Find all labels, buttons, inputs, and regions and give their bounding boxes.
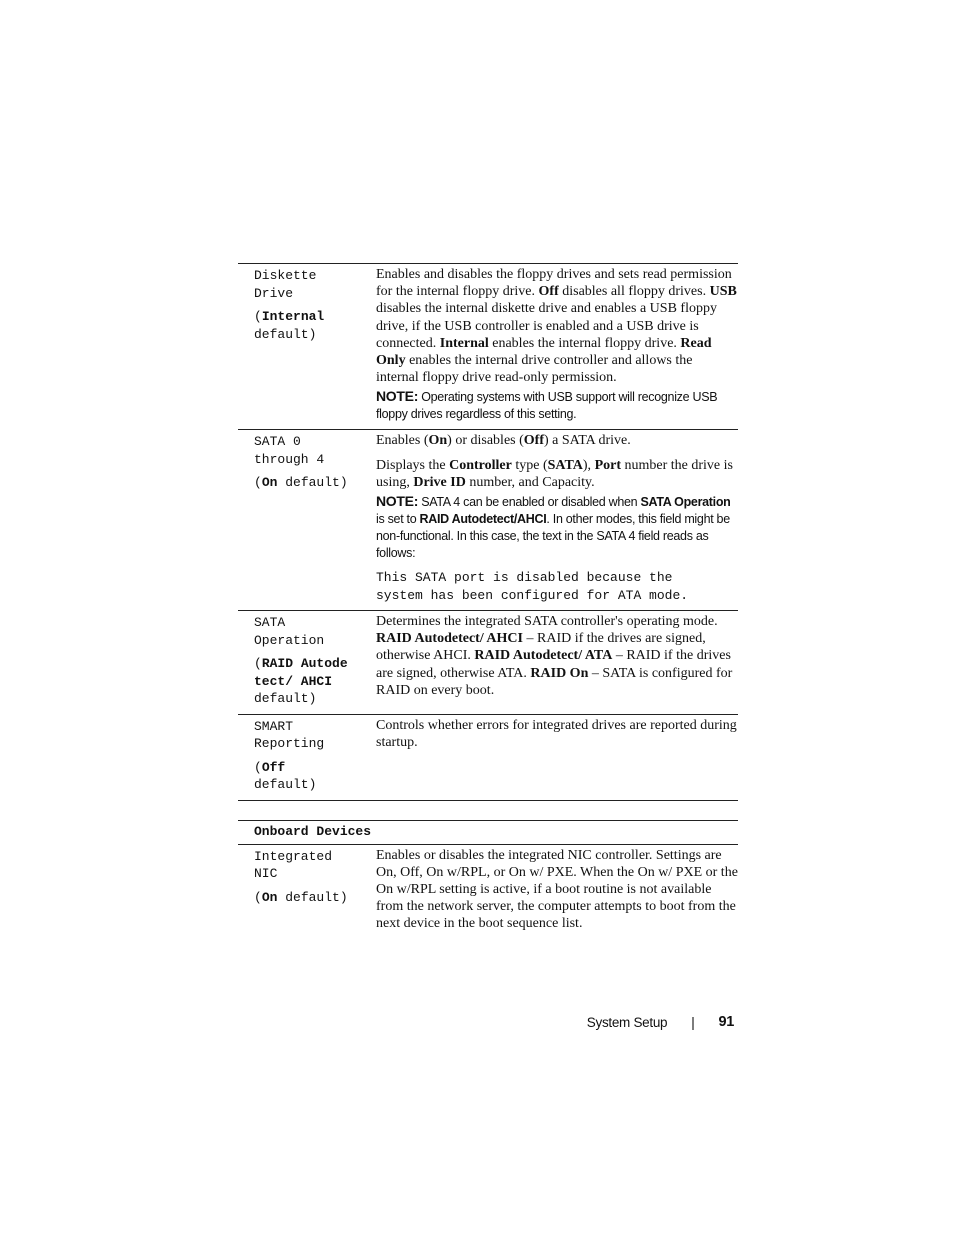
footer-separator: | bbox=[691, 1014, 695, 1030]
bios-settings-table bbox=[238, 263, 738, 801]
setting-default: (On default) bbox=[254, 889, 348, 905]
setting-description-cell bbox=[360, 264, 738, 429]
table-row bbox=[238, 263, 738, 430]
setting-name-cell bbox=[238, 430, 360, 610]
page-footer bbox=[587, 1014, 734, 1030]
setting-default: (On default) bbox=[254, 475, 348, 491]
setting-description: Displays the Controller type (SATA), Port number the drive is using, Drive ID number, and Capacity. bbox=[376, 457, 733, 490]
setting-name-cell bbox=[238, 611, 360, 714]
code-sample: This SATA port is disabled because the system has been configured for ATA mode. bbox=[376, 570, 689, 603]
setting-default: (RAID Autode tect/ AHCI default) bbox=[254, 656, 348, 707]
setting-default: (Off default) bbox=[254, 759, 317, 793]
note: NOTE: Operating systems with USB support will recognize USB floppy drives regardless of this setting. bbox=[376, 388, 718, 422]
setting-description-cell bbox=[360, 715, 738, 800]
table-row bbox=[238, 611, 738, 715]
setting-description: Enables or disables the integrated NIC controller. Settings are On, Off, On w/RPL, or On w/ PXE. When the On w/ PXE or the On w/RPL setting is active, if a boot routine is not available from the network server, the computer attempts to boot from the next device in the boot sequence list. bbox=[376, 847, 738, 932]
setting-description: Determines the integrated SATA controller's operating mode. RAID Autodetect/ AHCI – RAID if the drives are signed, otherwise AHCI. RAID Autodetect/ ATA – RAID if the drives are signed, otherwise ATA. RAID On – SATA is configured for RAID on every boot. bbox=[376, 614, 733, 698]
setting-name-cell bbox=[238, 715, 360, 800]
setting-name: SATA Operation bbox=[254, 615, 325, 648]
setting-default: (Internal default) bbox=[254, 309, 325, 342]
setting-name: SATA 0 through 4 bbox=[254, 434, 325, 467]
setting-description: Controls whether errors for integrated drives are reported during startup. bbox=[376, 717, 737, 750]
setting-name-cell bbox=[238, 845, 360, 939]
setting-name: Diskette Drive bbox=[254, 268, 317, 301]
table-row bbox=[238, 715, 738, 801]
onboard-devices-table bbox=[238, 820, 738, 939]
page-number: 91 bbox=[718, 1014, 734, 1030]
setting-description-cell bbox=[360, 611, 738, 714]
setting-name: SMART Reporting bbox=[254, 718, 325, 752]
setting-description-cell bbox=[360, 430, 738, 610]
setting-description: Enables and disables the floppy drives and sets read permission for the internal floppy drive. Off disables all floppy drives. USB disables the internal diskette drive and enables a USB floppy drive, if the USB controller is enabled and a USB drive is connected. Internal enables the internal floppy drive. Read Only enables the internal drive controller and allows the internal floppy drive read-only permission. bbox=[376, 267, 737, 386]
table-row bbox=[238, 845, 738, 939]
note: NOTE: SATA 4 can be enabled or disabled when SATA Operation is set to RAID Autodetect/AHCI. In other modes, this field might be non-functional. In this case, the text in the SATA 4 field reads as follows: bbox=[376, 493, 731, 561]
table-row bbox=[238, 430, 738, 611]
setting-name-cell bbox=[238, 264, 360, 429]
setting-name: Integrated NIC bbox=[254, 848, 333, 881]
setting-description: Enables (On) or disables (Off) a SATA drive. bbox=[376, 433, 631, 449]
footer-section-title: System Setup bbox=[586, 1014, 668, 1030]
setting-description-cell bbox=[360, 845, 738, 939]
section-header: Onboard Devices bbox=[238, 820, 738, 845]
